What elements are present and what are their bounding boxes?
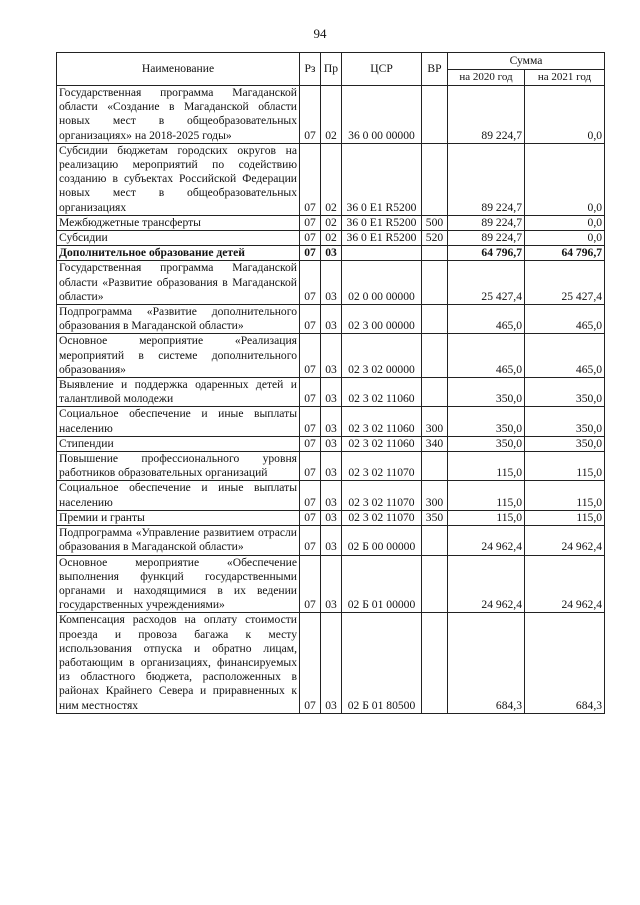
row-sum-2020: 89 224,7 <box>448 215 525 230</box>
row-sum-2020: 89 224,7 <box>448 231 525 246</box>
row-name: Дополнительное образование детей <box>57 246 300 261</box>
row-pr: 02 <box>321 231 342 246</box>
row-name: Подпрограмма «Управление развитием отрасли образования в Магаданской области» <box>57 526 300 555</box>
row-vr <box>422 613 448 713</box>
table-row <box>57 452 605 481</box>
row-pr: 03 <box>321 555 342 613</box>
table-row <box>57 526 605 555</box>
table-row <box>57 436 605 451</box>
row-rz: 07 <box>300 305 321 334</box>
row-name: Подпрограмма «Развитие дополнительного образования в Магаданской области» <box>57 305 300 334</box>
row-rz: 07 <box>300 436 321 451</box>
row-sum-2020: 465,0 <box>448 305 525 334</box>
row-csr: 02 3 02 11060 <box>342 407 422 436</box>
row-vr <box>422 452 448 481</box>
page-number: 94 <box>313 26 327 41</box>
header-name: Наименование <box>57 53 300 86</box>
row-rz: 07 <box>300 143 321 215</box>
row-vr: 350 <box>422 510 448 525</box>
row-csr: 02 3 02 11070 <box>342 481 422 510</box>
row-name: Субсидии бюджетам городских округов на реализацию мероприятий по содействию созданию в субъектах Российской Федерации новых мест в общеобразовательных организациях <box>57 143 300 215</box>
row-pr: 02 <box>321 86 342 144</box>
row-csr: 02 3 02 11070 <box>342 510 422 525</box>
row-sum-2020: 684,3 <box>448 613 525 713</box>
row-csr: 02 Б 00 00000 <box>342 526 422 555</box>
row-csr: 36 0 E1 R5200 <box>342 143 422 215</box>
row-vr <box>422 143 448 215</box>
row-pr: 03 <box>321 452 342 481</box>
row-name: Государственная программа Магаданской области «Создание в Магаданской области новых мест в общеобразовательных организациях» на 2018-2025 годы» <box>57 86 300 144</box>
row-sum-2021: 0,0 <box>525 86 605 144</box>
row-vr: 500 <box>422 215 448 230</box>
table-row <box>57 613 605 713</box>
table-body <box>57 86 605 714</box>
row-pr: 03 <box>321 613 342 713</box>
row-rz: 07 <box>300 261 321 305</box>
table-row <box>57 555 605 613</box>
row-name: Межбюджетные трансферты <box>57 215 300 230</box>
header-rz: Рз <box>300 53 321 86</box>
table-row <box>57 510 605 525</box>
row-sum-2021: 350,0 <box>525 378 605 407</box>
table-row <box>57 215 605 230</box>
row-sum-2020: 89 224,7 <box>448 86 525 144</box>
row-pr: 03 <box>321 261 342 305</box>
row-name: Стипендии <box>57 436 300 451</box>
row-name: Социальное обеспечение и иные выплаты населению <box>57 407 300 436</box>
row-sum-2021: 24 962,4 <box>525 526 605 555</box>
row-sum-2021: 25 427,4 <box>525 261 605 305</box>
row-pr: 02 <box>321 215 342 230</box>
header-csr: ЦСР <box>342 53 422 86</box>
row-csr: 02 3 00 00000 <box>342 305 422 334</box>
header-year-2021: на 2021 год <box>525 69 605 86</box>
row-csr: 02 Б 01 00000 <box>342 555 422 613</box>
row-csr: 36 0 E1 R5200 <box>342 231 422 246</box>
table-row <box>57 86 605 144</box>
row-pr: 03 <box>321 481 342 510</box>
row-sum-2021: 24 962,4 <box>525 555 605 613</box>
row-pr: 02 <box>321 143 342 215</box>
row-sum-2021: 350,0 <box>525 436 605 451</box>
row-vr: 300 <box>422 481 448 510</box>
row-sum-2021: 350,0 <box>525 407 605 436</box>
row-rz: 07 <box>300 246 321 261</box>
row-sum-2020: 115,0 <box>448 510 525 525</box>
table-row <box>57 305 605 334</box>
row-sum-2021: 64 796,7 <box>525 246 605 261</box>
row-sum-2020: 89 224,7 <box>448 143 525 215</box>
row-name: Выявление и поддержка одаренных детей и талантливой молодежи <box>57 378 300 407</box>
row-pr: 03 <box>321 510 342 525</box>
row-pr: 03 <box>321 436 342 451</box>
header-sum: Сумма <box>448 53 605 70</box>
row-sum-2021: 684,3 <box>525 613 605 713</box>
header-year-2020: на 2020 год <box>448 69 525 86</box>
row-csr: 02 Б 01 80500 <box>342 613 422 713</box>
header-pr: Пр <box>321 53 342 86</box>
row-name: Повышение профессионального уровня работников образовательных организаций <box>57 452 300 481</box>
row-sum-2021: 465,0 <box>525 334 605 378</box>
row-rz: 07 <box>300 452 321 481</box>
row-csr: 02 0 00 00000 <box>342 261 422 305</box>
row-sum-2020: 350,0 <box>448 407 525 436</box>
row-sum-2020: 115,0 <box>448 481 525 510</box>
row-rz: 07 <box>300 555 321 613</box>
row-sum-2021: 115,0 <box>525 510 605 525</box>
row-vr <box>422 555 448 613</box>
row-sum-2021: 115,0 <box>525 452 605 481</box>
row-sum-2020: 25 427,4 <box>448 261 525 305</box>
row-sum-2021: 0,0 <box>525 215 605 230</box>
table-row <box>57 407 605 436</box>
row-vr <box>422 526 448 555</box>
row-csr: 02 3 02 11060 <box>342 436 422 451</box>
row-sum-2021: 465,0 <box>525 305 605 334</box>
row-sum-2021: 115,0 <box>525 481 605 510</box>
row-pr: 03 <box>321 305 342 334</box>
row-name: Государственная программа Магаданской области «Развитие образования в Магаданской области» <box>57 261 300 305</box>
row-vr: 340 <box>422 436 448 451</box>
row-sum-2021: 0,0 <box>525 231 605 246</box>
row-name: Основное мероприятие «Обеспечение выполнения функций государственными органами и находящимися в их ведении государственных учреждениями» <box>57 555 300 613</box>
row-rz: 07 <box>300 378 321 407</box>
row-rz: 07 <box>300 215 321 230</box>
row-name: Премии и гранты <box>57 510 300 525</box>
row-pr: 03 <box>321 246 342 261</box>
row-vr: 300 <box>422 407 448 436</box>
row-vr: 520 <box>422 231 448 246</box>
table-row <box>57 143 605 215</box>
row-csr: 02 3 02 00000 <box>342 334 422 378</box>
row-sum-2020: 350,0 <box>448 378 525 407</box>
row-name: Социальное обеспечение и иные выплаты населению <box>57 481 300 510</box>
row-vr <box>422 261 448 305</box>
row-vr <box>422 86 448 144</box>
table-row <box>57 246 605 261</box>
row-vr <box>422 305 448 334</box>
header-row <box>57 53 605 70</box>
row-csr: 36 0 00 00000 <box>342 86 422 144</box>
row-pr: 03 <box>321 407 342 436</box>
row-csr: 36 0 E1 R5200 <box>342 215 422 230</box>
row-rz: 07 <box>300 407 321 436</box>
row-csr: 02 3 02 11060 <box>342 378 422 407</box>
row-rz: 07 <box>300 334 321 378</box>
row-rz: 07 <box>300 526 321 555</box>
row-sum-2020: 24 962,4 <box>448 555 525 613</box>
row-vr <box>422 246 448 261</box>
row-name: Компенсация расходов на оплату стоимости проезда и провоза багажа к месту использования отпуска и обратно лицам, работающим в организациях, финансируемых из областного бюджета, расположенных в районах Крайнего Севера и приравненных к ним местностях <box>57 613 300 713</box>
row-vr <box>422 334 448 378</box>
row-rz: 07 <box>300 86 321 144</box>
row-vr <box>422 378 448 407</box>
row-pr: 03 <box>321 526 342 555</box>
row-rz: 07 <box>300 231 321 246</box>
table-row <box>57 481 605 510</box>
table-row <box>57 261 605 305</box>
row-sum-2020: 350,0 <box>448 436 525 451</box>
row-sum-2021: 0,0 <box>525 143 605 215</box>
row-rz: 07 <box>300 481 321 510</box>
row-sum-2020: 115,0 <box>448 452 525 481</box>
row-sum-2020: 24 962,4 <box>448 526 525 555</box>
row-name: Субсидии <box>57 231 300 246</box>
row-csr: 02 3 02 11070 <box>342 452 422 481</box>
row-sum-2020: 465,0 <box>448 334 525 378</box>
table-row <box>57 334 605 378</box>
row-name: Основное мероприятие «Реализация мероприятий в системе дополнительного образования» <box>57 334 300 378</box>
table-row <box>57 231 605 246</box>
row-csr <box>342 246 422 261</box>
row-pr: 03 <box>321 378 342 407</box>
row-sum-2020: 64 796,7 <box>448 246 525 261</box>
header-vr: ВР <box>422 53 448 86</box>
row-pr: 03 <box>321 334 342 378</box>
budget-table <box>56 52 605 714</box>
row-rz: 07 <box>300 510 321 525</box>
row-rz: 07 <box>300 613 321 713</box>
table-row <box>57 378 605 407</box>
